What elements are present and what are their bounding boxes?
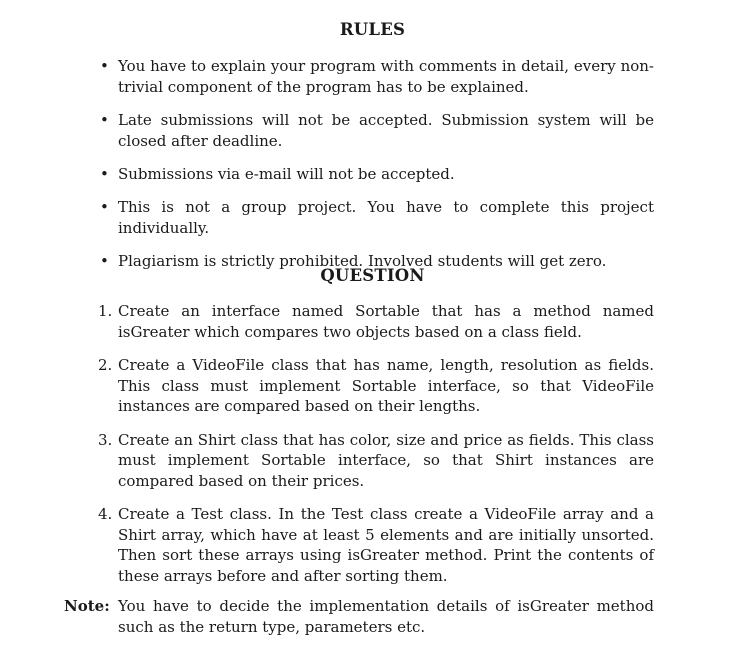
bullet-icon: • [100,252,109,270]
rules-list [98,56,654,284]
rule-item [98,110,654,152]
rule-text: Late submissions will not be accepted. Submission system will be closed after deadline. [118,111,654,150]
question-heading: QUESTION [320,266,425,285]
question-text: Create an interface named Sortable that has a method named isGreater which compares two objects based on a class field. [118,302,654,341]
question-text: Create a Test class. In the Test class create a VideoFile array and a Shirt array, which have at least 5 elements and are initially unsorted. Then sort these arrays using isGreater method. Print the contents of these arrays before and after sorting them. [118,505,654,585]
question-number: 2. [98,356,113,374]
question-number: 1. [98,302,113,320]
question-number: 3. [98,430,113,449]
note [64,596,654,637]
question-number: 4. [98,505,113,523]
rule-item [98,197,654,239]
rules-heading: RULES [339,20,406,39]
question-text: Create a VideoFile class that has name, length, resolution as fields. This class must implement Sortable interface, so that VideoFile instances are compared based on their lengths. [118,356,654,415]
question-item [98,504,654,586]
rule-item [98,164,654,185]
question-item [98,355,654,417]
rule-text: You have to explain your program with comments in detail, every non-trivial component of the program has to be explained. [118,57,654,96]
rule-item [98,56,654,98]
question-item [98,301,654,342]
bullet-icon: • [100,111,109,129]
bullet-icon: • [100,165,109,183]
question-list [98,301,654,599]
bullet-icon: • [100,57,109,75]
question-text: Create an Shirt class that has color, size and price as fields. This class must implement Sortable interface, so that Shirt instances are compared based on their prices. [118,430,654,490]
rule-text: This is not a group project. You have to complete this project individually. [118,198,654,237]
note-label: Note: [64,597,110,615]
rule-text: Submissions via e-mail will not be accepted. [118,165,455,183]
question-item [98,430,654,492]
rule-text: Plagiarism is strictly prohibited. Involved students will get zero. [118,252,607,270]
bullet-icon: • [100,198,109,216]
note-text: You have to decide the implementation details of isGreater method such as the return type, parameters etc. [118,597,654,636]
